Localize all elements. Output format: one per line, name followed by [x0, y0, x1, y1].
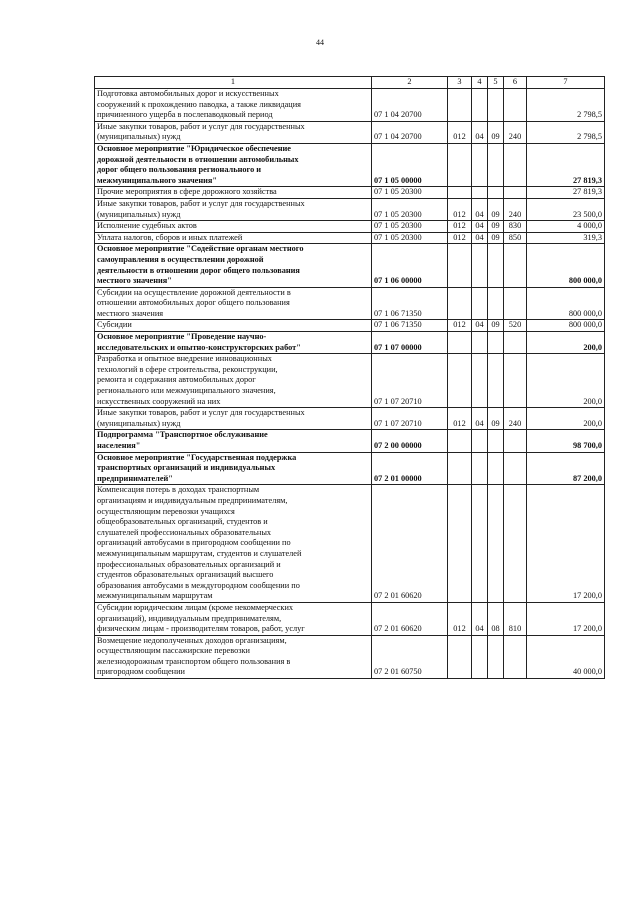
header-cell-5: 5: [488, 77, 504, 89]
row-col3-cell: 012: [448, 232, 472, 244]
row-code-cell: 07 1 04 20700: [372, 89, 448, 122]
row-col6-cell: [504, 143, 527, 186]
row-col5-cell: [488, 430, 504, 452]
row-col6-cell: 240: [504, 198, 527, 220]
header-cell-code: 2: [372, 77, 448, 89]
row-col4-cell: [472, 635, 488, 678]
row-name-cell: Субсидии юридическим лицам (кроме некоммерческих организаций), индивидуальным предпринимателям, физическим лицам - производителям товаров, работ, услуг: [95, 602, 372, 635]
row-amount-cell: 200,0: [527, 354, 605, 408]
row-name-cell: Иные закупки товаров, работ и услуг для государственных (муниципальных) нужд: [95, 121, 372, 143]
row-name-cell: Иные закупки товаров, работ и услуг для государственных (муниципальных) нужд: [95, 198, 372, 220]
table-row: [95, 332, 605, 354]
row-col6-cell: 830: [504, 221, 527, 233]
row-col5-cell: [488, 332, 504, 354]
table-row: [95, 635, 605, 678]
header-cell-4: 4: [472, 77, 488, 89]
row-col5-cell: 09: [488, 221, 504, 233]
row-col3-cell: [448, 287, 472, 320]
row-col5-cell: 09: [488, 320, 504, 332]
row-col5-cell: 09: [488, 232, 504, 244]
row-col4-cell: 04: [472, 320, 488, 332]
row-col3-cell: [448, 452, 472, 485]
row-code-cell: 07 2 00 00000: [372, 430, 448, 452]
row-col6-cell: [504, 485, 527, 603]
row-col4-cell: 04: [472, 602, 488, 635]
row-col3-cell: [448, 89, 472, 122]
table-row: [95, 221, 605, 233]
row-code-cell: 07 1 05 00000: [372, 143, 448, 186]
row-col4-cell: [472, 332, 488, 354]
row-amount-cell: 98 700,0: [527, 430, 605, 452]
row-col3-cell: 012: [448, 221, 472, 233]
row-amount-cell: 87 200,0: [527, 452, 605, 485]
row-col6-cell: [504, 287, 527, 320]
table-row: [95, 430, 605, 452]
row-col6-cell: 240: [504, 121, 527, 143]
row-code-cell: 07 2 01 60750: [372, 635, 448, 678]
row-col3-cell: [448, 187, 472, 199]
row-code-cell: 07 1 05 20300: [372, 187, 448, 199]
row-col3-cell: 012: [448, 602, 472, 635]
row-code-cell: 07 1 05 20300: [372, 232, 448, 244]
row-col4-cell: 04: [472, 408, 488, 430]
page-number: 44: [316, 38, 324, 47]
row-amount-cell: 4 000,0: [527, 221, 605, 233]
row-col3-cell: [448, 143, 472, 186]
table-row: [95, 143, 605, 186]
row-col4-cell: [472, 244, 488, 287]
row-col4-cell: [472, 452, 488, 485]
row-col5-cell: [488, 354, 504, 408]
row-amount-cell: 200,0: [527, 408, 605, 430]
row-amount-cell: 40 000,0: [527, 635, 605, 678]
row-code-cell: 07 2 01 60620: [372, 602, 448, 635]
table-row: [95, 89, 605, 122]
row-amount-cell: 27 819,3: [527, 187, 605, 199]
row-amount-cell: 200,0: [527, 332, 605, 354]
row-col3-cell: 012: [448, 408, 472, 430]
budget-table: [94, 76, 605, 679]
row-col4-cell: [472, 89, 488, 122]
header-cell-amount: 7: [527, 77, 605, 89]
row-name-cell: Подготовка автомобильных дорог и искусственных сооружений к прохождению паводка, а также ликвидация причиненного ущерба в послепаводковый период: [95, 89, 372, 122]
table-row: [95, 320, 605, 332]
row-col4-cell: [472, 287, 488, 320]
row-amount-cell: 2 798,5: [527, 121, 605, 143]
row-col3-cell: [448, 354, 472, 408]
header-cell-6: 6: [504, 77, 527, 89]
row-col4-cell: 04: [472, 121, 488, 143]
header-row: [95, 77, 605, 89]
row-amount-cell: 800 000,0: [527, 287, 605, 320]
table-body: [95, 89, 605, 679]
row-code-cell: 07 1 07 20710: [372, 354, 448, 408]
row-name-cell: Субсидии на осуществление дорожной деятельности в отношении автомобильных дорог общего пользования местного значения: [95, 287, 372, 320]
row-col5-cell: [488, 635, 504, 678]
row-col3-cell: 012: [448, 320, 472, 332]
row-name-cell: Субсидии: [95, 320, 372, 332]
row-col5-cell: [488, 89, 504, 122]
table-row: [95, 408, 605, 430]
row-amount-cell: 2 798,5: [527, 89, 605, 122]
row-col6-cell: [504, 635, 527, 678]
table-row: [95, 187, 605, 199]
row-col6-cell: [504, 187, 527, 199]
row-amount-cell: 27 819,3: [527, 143, 605, 186]
table-row: [95, 287, 605, 320]
row-col6-cell: 240: [504, 408, 527, 430]
row-col3-cell: [448, 485, 472, 603]
table-row: [95, 354, 605, 408]
row-col3-cell: 012: [448, 121, 472, 143]
row-col6-cell: [504, 430, 527, 452]
row-col4-cell: 04: [472, 221, 488, 233]
row-col3-cell: [448, 635, 472, 678]
row-col5-cell: [488, 452, 504, 485]
table-row: [95, 232, 605, 244]
row-code-cell: 07 1 06 00000: [372, 244, 448, 287]
row-code-cell: 07 2 01 60620: [372, 485, 448, 603]
row-col4-cell: [472, 430, 488, 452]
row-code-cell: 07 1 04 20700: [372, 121, 448, 143]
row-col5-cell: [488, 287, 504, 320]
header-cell-3: 3: [448, 77, 472, 89]
row-name-cell: Исполнение судебных актов: [95, 221, 372, 233]
table-row: [95, 244, 605, 287]
row-code-cell: 07 1 05 20300: [372, 221, 448, 233]
row-col3-cell: 012: [448, 198, 472, 220]
row-col4-cell: [472, 187, 488, 199]
row-amount-cell: 319,3: [527, 232, 605, 244]
row-name-cell: Подпрограмма "Транспортное обслуживание населения": [95, 430, 372, 452]
row-amount-cell: 23 500,0: [527, 198, 605, 220]
row-code-cell: 07 1 07 20710: [372, 408, 448, 430]
table-row: [95, 121, 605, 143]
row-col6-cell: 520: [504, 320, 527, 332]
row-name-cell: Разработка и опытное внедрение инновационных технологий в сфере строительства, реконструкции, ремонта и содержания автомобильных дорог регионального или межмуниципального значения, искусственных сооружений на них: [95, 354, 372, 408]
row-col6-cell: [504, 244, 527, 287]
row-amount-cell: 800 000,0: [527, 244, 605, 287]
row-amount-cell: 800 000,0: [527, 320, 605, 332]
row-col4-cell: [472, 354, 488, 408]
row-col5-cell: [488, 143, 504, 186]
row-col6-cell: [504, 354, 527, 408]
row-name-cell: Основное мероприятие "Юридическое обеспечение дорожной деятельности в отношении автомобильных дорог общего пользования регионального и межмуниципального значения": [95, 143, 372, 186]
row-col6-cell: 810: [504, 602, 527, 635]
row-name-cell: Уплата налогов, сборов и иных платежей: [95, 232, 372, 244]
row-code-cell: 07 1 05 20300: [372, 198, 448, 220]
row-col4-cell: 04: [472, 232, 488, 244]
row-name-cell: Основное мероприятие "Содействие органам местного самоуправления в осуществлении дорожной деятельности в отношении дорог общего пользования местного значения": [95, 244, 372, 287]
row-code-cell: 07 1 06 71350: [372, 320, 448, 332]
row-col5-cell: 09: [488, 198, 504, 220]
row-col4-cell: 04: [472, 198, 488, 220]
row-col3-cell: [448, 332, 472, 354]
row-col3-cell: [448, 244, 472, 287]
row-col5-cell: [488, 244, 504, 287]
row-code-cell: 07 2 01 00000: [372, 452, 448, 485]
table-row: [95, 485, 605, 603]
table-row: [95, 602, 605, 635]
row-code-cell: 07 1 06 71350: [372, 287, 448, 320]
row-col5-cell: 09: [488, 121, 504, 143]
row-amount-cell: 17 200,0: [527, 602, 605, 635]
row-col6-cell: [504, 89, 527, 122]
header-cell-name: 1: [95, 77, 372, 89]
row-col5-cell: 08: [488, 602, 504, 635]
row-name-cell: Возмещение недополученных доходов организациям, осуществляющим пассажирские перевозки железнодорожным транспортом общего пользования в пригородном сообщении: [95, 635, 372, 678]
row-col6-cell: [504, 332, 527, 354]
row-col3-cell: [448, 430, 472, 452]
row-name-cell: Прочие мероприятия в сфере дорожного хозяйства: [95, 187, 372, 199]
row-name-cell: Иные закупки товаров, работ и услуг для государственных (муниципальных) нужд: [95, 408, 372, 430]
row-code-cell: 07 1 07 00000: [372, 332, 448, 354]
row-col6-cell: [504, 452, 527, 485]
table-row: [95, 452, 605, 485]
row-col4-cell: [472, 485, 488, 603]
row-name-cell: Компенсация потерь в доходах транспортным организациям и индивидуальным предпринимателям, осуществляющим перевозки учащихся общеобразовательных организаций, студентов и слушателей профессиональных образовательных организаций автобусами в пригородном сообщении по межмуниципальным маршрутам, студентов и слушателей профессиональных образовательных организаций и студентов образовательных организаций высшего образования автобусами в междугородном сообщении по межмуниципальным маршрутам: [95, 485, 372, 603]
row-name-cell: Основное мероприятие "Государственная поддержка транспортных организаций и индивидуальных предпринимателей": [95, 452, 372, 485]
row-col4-cell: [472, 143, 488, 186]
row-col6-cell: 850: [504, 232, 527, 244]
row-col5-cell: [488, 485, 504, 603]
row-name-cell: Основное мероприятие "Проведение научно- исследовательских и опытно-конструкторских работ": [95, 332, 372, 354]
row-amount-cell: 17 200,0: [527, 485, 605, 603]
row-col5-cell: 09: [488, 408, 504, 430]
row-col5-cell: [488, 187, 504, 199]
table-row: [95, 198, 605, 220]
